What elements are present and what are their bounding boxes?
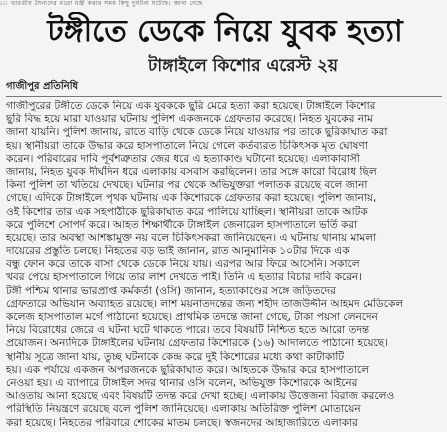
- body-line: করেন। পরিবারের দাবি পূর্বশত্রুতার জের ধরে এ হত্যাকাণ্ড ঘটানো হয়েছে। এলাকাবাসী: [6, 152, 360, 165]
- body-line: খবর পেয়ে হাসপাতালে গিয়ে তার লাশ দেখতে পাই। তিনি এ হত্যার বিচার দাবি করেন।: [6, 271, 363, 284]
- body-line: হয়। এক পর্যায়ে একজন অপরজনকে ছুরিকাঘাত করে। আহতকে উদ্ধার করে হাসপাতালে: [6, 363, 369, 376]
- body-line: নেওয়া হয়। এ ব্যাপারে টাঙ্গাইল সদর থানার ওসি বলেন, অভিযুক্ত কিশোরকে আইনের: [6, 376, 358, 389]
- body-line: আওতায় আনা হয়েছে এবং বিষয়টি তদন্ত করে দেখা হচ্ছে। এলাকায় উত্তেজনা বিরাজ করলেও: [6, 390, 395, 403]
- byline-divider: [6, 96, 442, 97]
- article-subheadline: টাঙ্গাইলে কিশোর এরেস্ট ২য়: [148, 56, 338, 76]
- article-headline: টঙ্গীতে ডেকে নিয়ে যুবক হত্যা: [47, 14, 403, 49]
- body-line: প্রয়োজন। অন্যদিকে টাঙ্গাইলের ঘটনায় গ্রেফতার কিশোরকে (১৬) আদালতে পাঠানো হয়েছে।: [6, 337, 388, 350]
- previous-article-strip: ে ভারতীয় সৈন্যদের মতো মন্ত্রী করার সময় কিছু দুর্ঘটনা ঘটেছে। জানা গেছে: [0, 0, 203, 7]
- body-line: হয়েছে। তার অবস্থা আশঙ্কামুক্ত নয় বলে চিকিৎসকরা জানিয়েছেন। এ ঘটনায় থানায় মামলা: [6, 231, 377, 244]
- body-line: গ্রেফতারে অভিযান অব্যাহত রয়েছে। লাশ ময়নাতদন্তের জন্য শহীদ তাজউদ্দীন আহমদ মেডিকেল: [6, 297, 404, 310]
- article-body: [6, 100, 442, 430]
- body-line: কিনা পুলিশ তা খতিয়ে দেখছে। ঘটনার পর থেকে অভিযুক্তরা পলাতক রয়েছে বলে জানা: [6, 179, 368, 192]
- body-line: নিয়ে বিরোধের জেরে এ ঘটনা ঘটে থাকতে পারে। তবে বিষয়টি নিশ্চিত হতে আরো তদন্ত: [6, 324, 370, 337]
- body-line: বন্ধু ফোন করে তাকে বাসা থেকে ডেকে নিয়ে যায়। এরপর আর ফিরে আসেনি। সকালে: [6, 258, 360, 271]
- body-line: জানায়, নিহত যুবক দীর্ঘদিন ধরে এলাকায় বসবাস করছিলেন। তার সঙ্গে কারো বিরোধ ছিল: [6, 165, 377, 178]
- body-line: ওই কিশোর তার এক সহপাঠীকে ছুরিকাঘাত করে পালিয়ে যাচ্ছিল। স্থানীয়রা তাকে আটক: [6, 205, 368, 218]
- body-line: হয়। স্থানীয়রা তাকে উদ্ধার করে হাসপাতালে নিয়ে গেলে কর্তব্যরত চিকিৎসক মৃত ঘোষণা: [6, 139, 368, 152]
- body-line: ছুরি বিদ্ধ হয়ে মারা যাওয়ার ঘটনায় পুলিশ একজনকে গ্রেফতার করেছে। নিহত যুবকের নাম: [6, 113, 373, 126]
- body-line: স্থানীয় সূত্রে জানা যায়, তুচ্ছ ঘটনাকে কেন্দ্র করে দুই কিশোরের মধ্যে কথা কাটাকাটি: [6, 350, 345, 363]
- body-line: করে পুলিশে সোপর্দ করে। আহত শিক্ষার্থীকে টাঙ্গাইল জেনারেল হাসপাতালে ভর্তি করা: [6, 218, 358, 231]
- body-line: জানা যায়নি। পুলিশ জানায়, রাতে বাড়ি থেকে ডেকে নিয়ে যাওয়ার পর তাকে ছুরিকাঘাত করা: [6, 126, 388, 139]
- body-line: গাজীপুরের টঙ্গীতে ডেকে নিয়ে এক যুবককে ছুরি মেরে হত্যা করা হয়েছে। টাঙ্গাইলে কিশোর: [6, 100, 376, 112]
- body-line: পরিস্থিতি নিয়ন্ত্রণে রয়েছে বলে পুলিশ জানিয়েছে। এলাকায় অতিরিক্ত পুলিশ মোতায়েন: [6, 403, 361, 416]
- body-line: দায়েরের প্রস্তুতি চলছে। নিহতের বড় ভাই জানান, রাত আনুমানিক ১০টার দিকে এক: [6, 245, 350, 258]
- article-byline: গাজীপুর প্রতিনিধি: [6, 81, 79, 92]
- body-line: গেছে। এদিকে টাঙ্গাইলে পৃথক ঘটনায় এক কিশোরকে গ্রেফতার করা হয়েছে। পুলিশ জানায়,: [6, 192, 377, 205]
- body-line: টঙ্গী পশ্চিম থানার ভারপ্রাপ্ত কর্মকর্তা (ওসি) জানান, হত্যাকাণ্ডের সঙ্গে জড়িতদের: [6, 284, 336, 297]
- body-line: করা হয়েছে। নিহতের পরিবারে শোকের মাতম চলছে। স্বজনদের আহাজারিতে এলাকার: [6, 416, 358, 429]
- body-line: কলেজ হাসপাতাল মর্গে পাঠানো হয়েছে। প্রাথমিক তদন্তে জানা গেছে, টাকা পয়সা লেনদেন: [6, 311, 378, 323]
